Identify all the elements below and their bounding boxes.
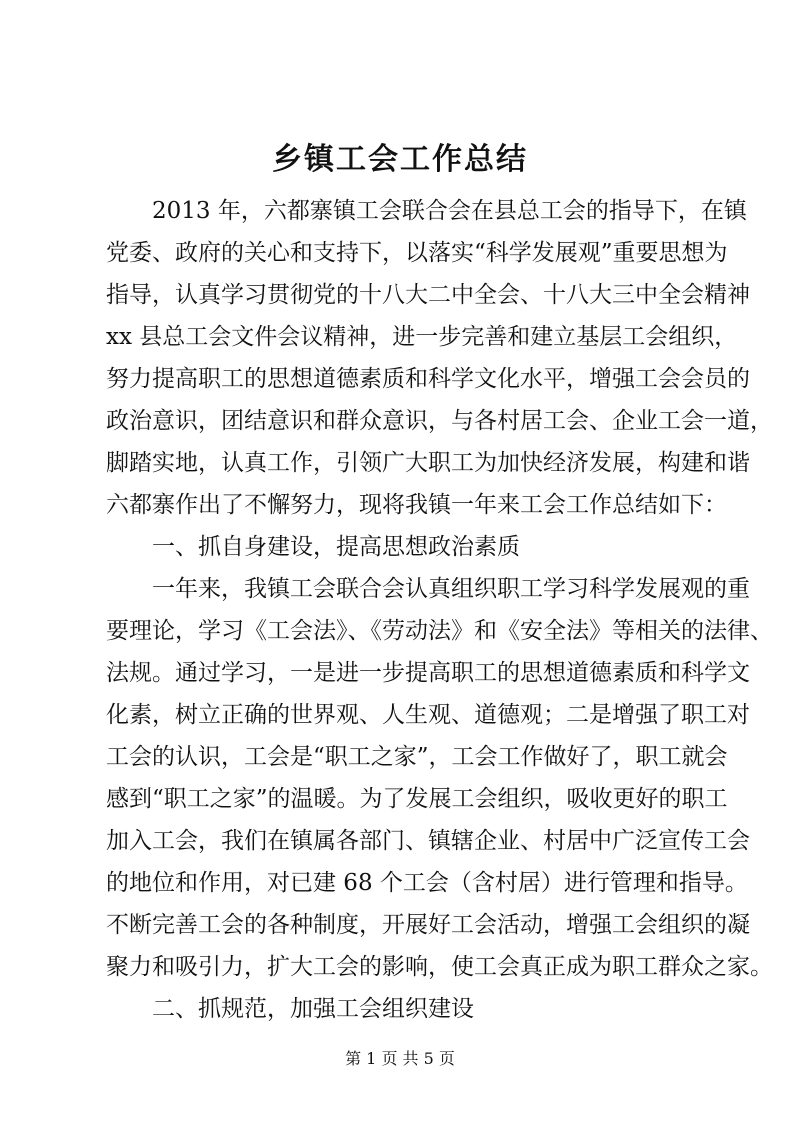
paragraph-2-line-2: 要理论，学习《工会法》、《劳动法》和《安全法》等相关的法律、: [106, 618, 773, 644]
paragraph-2-line-10: 聚力和吸引力，扩大工会的影响，使工会真正成为职工群众之家。: [106, 954, 773, 980]
document-body: [106, 190, 773, 1030]
paragraph-1-line-2: 党委、政府的关心和支持下，以落实“科学发展观”重要思想为: [106, 240, 728, 266]
paragraph-1-line-1: 2013 年，六都寨镇工会联合会在县总工会的指导下，在镇: [152, 198, 747, 224]
document-title: 乡镇工会工作总结: [272, 142, 528, 177]
paragraph-2-line-3: 法规。通过学习，一是进一步提高职工的思想道德素质和科学文: [106, 660, 750, 686]
paragraph-2-line-7: 加入工会，我们在镇属各部门、镇辖企业、村居中广泛宣传工会: [106, 828, 750, 854]
paragraph-2-line-1: 一年来，我镇工会联合会认真组织职工学习科学发展观的重: [152, 576, 750, 602]
paragraph-1-line-3: 指导，认真学习贯彻党的十八大二中全会、十八大三中全会精神: [106, 282, 750, 308]
paragraph-1-line-8: 六都寨作出了不懈努力，现将我镇一年来工会工作总结如下：: [106, 492, 727, 518]
paragraph-2-line-9: 不断完善工会的各种制度，开展好工会活动，增强工会组织的凝: [106, 912, 750, 938]
paragraph-1-line-6: 政治意识，团结意识和群众意识，与各村居工会、企业工会一道，: [106, 408, 773, 434]
paragraph-2-line-4: 化素，树立正确的世界观、人生观、道德观；二是增强了职工对: [106, 702, 750, 728]
paragraph-1-line-5: 努力提高职工的思想道德素质和科学文化水平，增强工会会员的: [106, 366, 750, 392]
paragraph-1-line-4: xx 县总工会文件会议精神，进一步完善和建立基层工会组织，: [106, 324, 738, 350]
section-heading-2: 二、抓规范，加强工会组织建设: [152, 996, 474, 1022]
paragraph-2-line-8: 的地位和作用，对已建 68 个工会（含村居）进行管理和指导。: [106, 870, 748, 896]
paragraph-2-line-6: 感到“职工之家”的温暖。为了发展工会组织，吸收更好的职工: [106, 786, 728, 812]
section-heading-1: 一、抓自身建设，提高思想政治素质: [152, 534, 520, 560]
page-number-footer: 第 1 页 共 5 页: [345, 1049, 455, 1068]
paragraph-2-line-5: 工会的认识，工会是“职工之家”，工会工作做好了，职工就会: [106, 744, 728, 770]
paragraph-1-line-7: 脚踏实地，认真工作，引领广大职工为加快经济发展，构建和谐: [106, 450, 750, 476]
